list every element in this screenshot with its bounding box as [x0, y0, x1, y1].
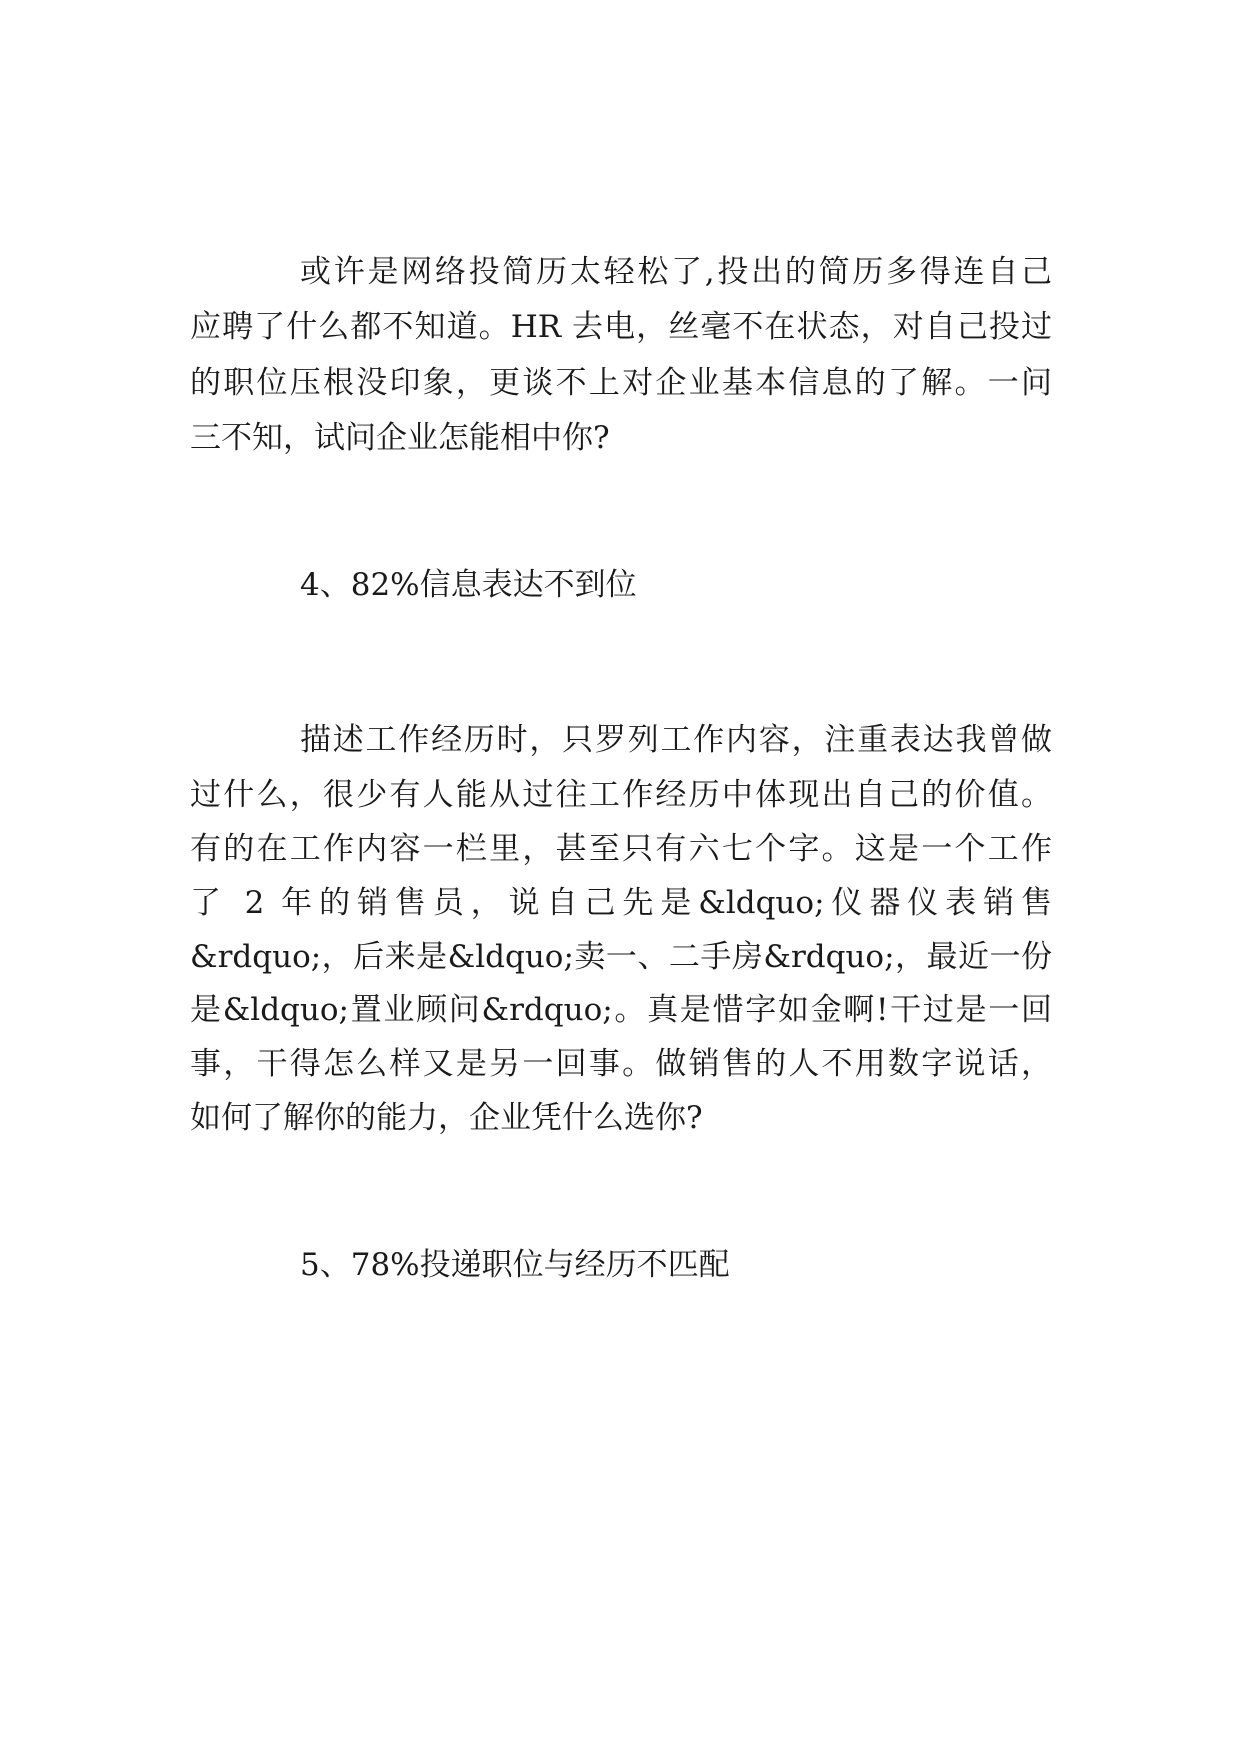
paragraph-line: 有的在工作内容一栏里，甚至只有六七个字。这是一个工作	[190, 831, 1052, 867]
section-heading: 5、78%投递职位与经历不匹配	[300, 1247, 730, 1283]
paragraph-line: 了 2 年的销售员，说自己先是&ldquo;仪器仪表销售	[190, 885, 1052, 921]
paragraph-line: 事，干得怎么样又是另一回事。做销售的人不用数字说话，	[190, 1046, 1052, 1082]
paragraph-line: 是&ldquo;置业顾问&rdquo;。真是惜字如金啊!干过是一回	[190, 992, 1052, 1028]
paragraph-line: 的职位压根没印象，更谈不上对企业基本信息的了解。一问	[190, 365, 1052, 401]
paragraph-line: 描述工作经历时，只罗列工作内容，注重表达我曾做	[300, 722, 1052, 758]
paragraph-line: 或许是网络投简历太轻松了,投出的简历多得连自己	[300, 254, 1052, 290]
paragraph-line: 三不知，试问企业怎能相中你?	[190, 420, 610, 456]
paragraph-line: 过什么，很少有人能从过往工作经历中体现出自己的价值。	[190, 777, 1052, 813]
paragraph-line: 如何了解你的能力，企业凭什么选你?	[190, 1100, 703, 1136]
section-heading: 4、82%信息表达不到位	[300, 567, 637, 603]
paragraph-line: 应聘了什么都不知道。HR 去电，丝毫不在状态，对自己投过	[190, 309, 1052, 345]
paragraph-line: &rdquo;，后来是&ldquo;卖一、二手房&rdquo;，最近一份	[190, 939, 1052, 975]
